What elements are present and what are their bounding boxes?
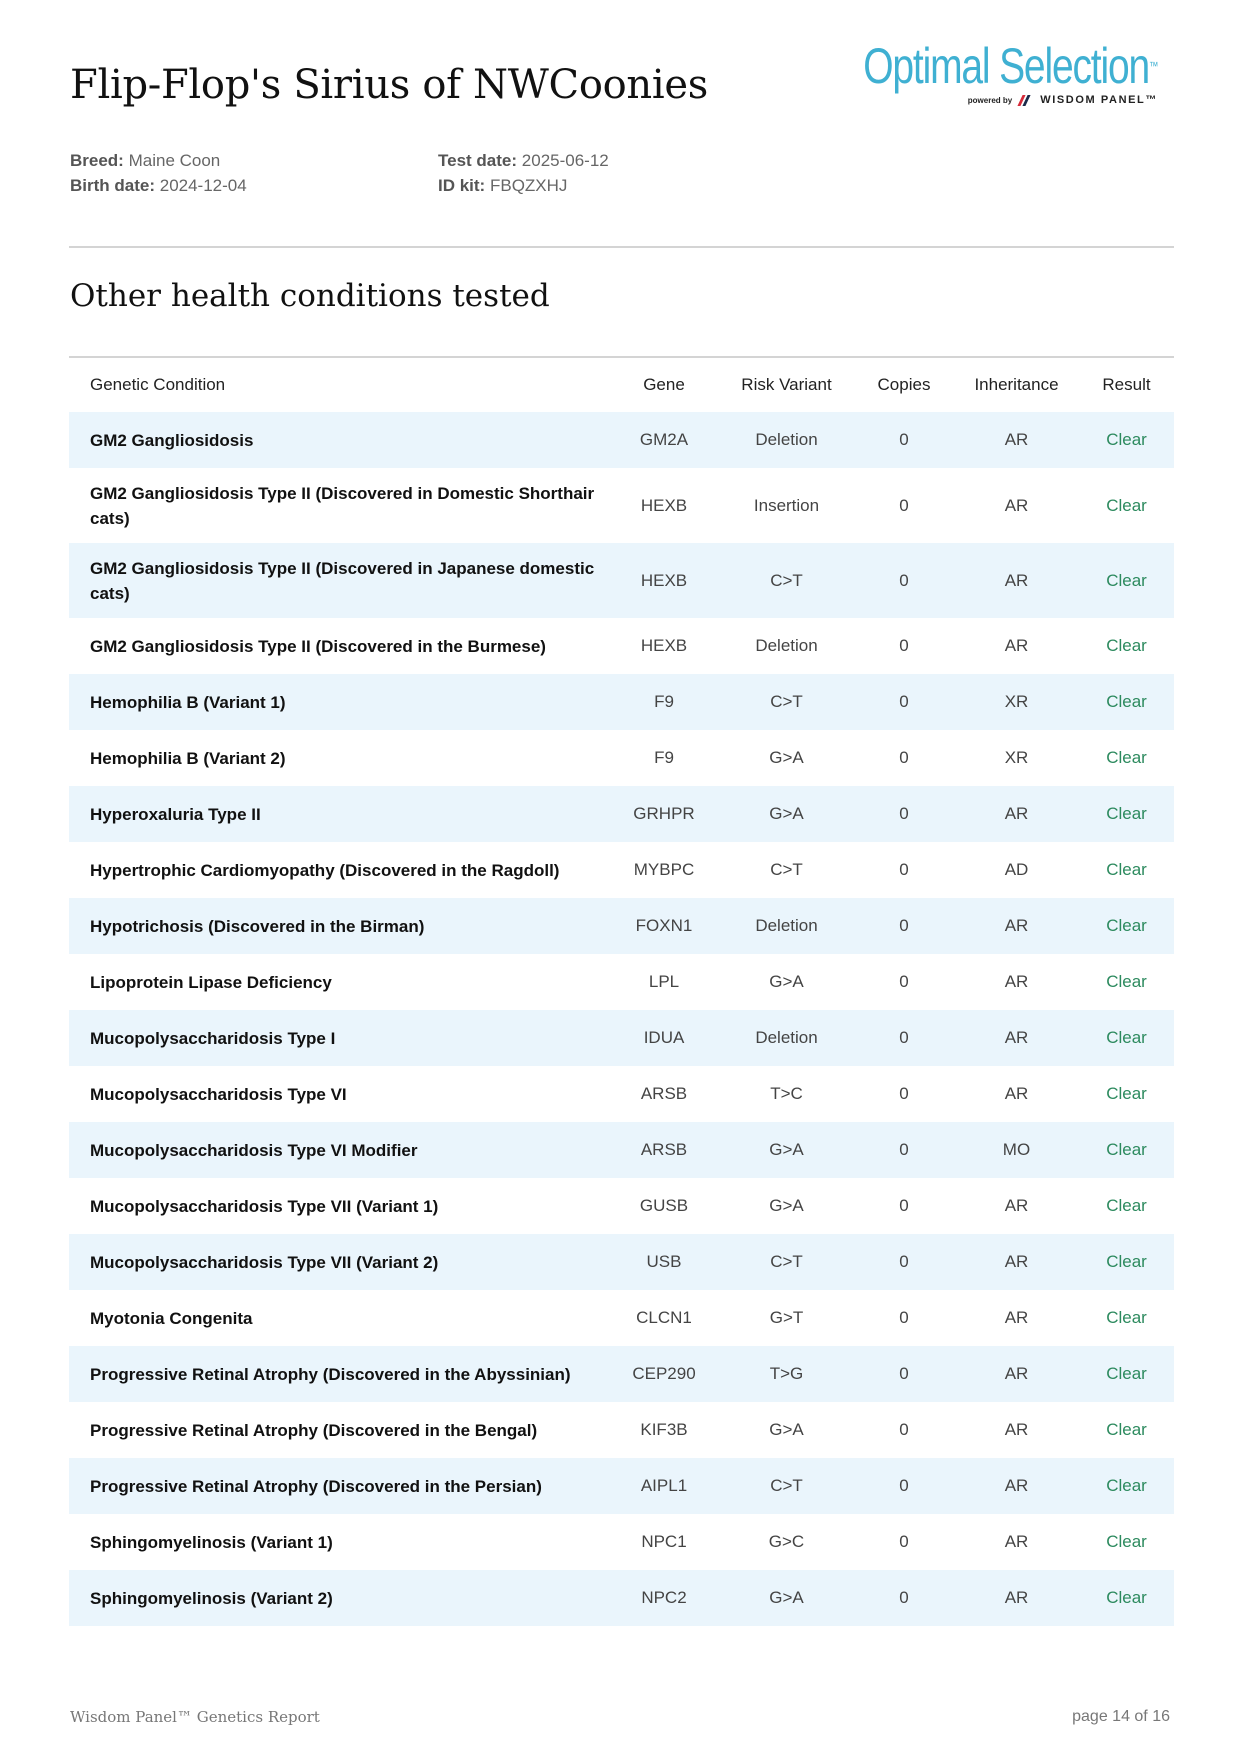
condition-cell: Mucopolysaccharidosis Type VII (Variant 1) — [90, 1196, 439, 1216]
test-date-row: Test date: 2025-06-12 — [438, 151, 609, 170]
table-row — [69, 1066, 1174, 1122]
condition-cell: GM2 Gangliosidosis Type II (Discovered in Japanese domestic cats) — [69, 543, 609, 618]
inheritance-cell: AR — [954, 1234, 1079, 1290]
inheritance-cell: AR — [1004, 1308, 1029, 1327]
condition-cell: GM2 Gangliosidosis Type II (Discovered in the Burmese) — [90, 636, 546, 656]
table-row — [69, 1122, 1174, 1178]
copies-cell: 0 — [899, 1308, 909, 1327]
risk-variant-cell: T>G — [719, 1346, 854, 1402]
risk-variant-cell: Insertion — [753, 495, 820, 515]
copies-cell: 0 — [899, 1420, 909, 1439]
copies-cell: 0 — [899, 860, 909, 879]
result-cell: Clear — [1079, 1234, 1174, 1290]
header-risk-variant: Risk Variant — [741, 375, 832, 394]
section-title: Other health conditions tested — [70, 278, 550, 314]
gene-cell: GRHPR — [609, 786, 719, 842]
table-row — [69, 618, 1174, 674]
inheritance-cell: AR — [954, 1458, 1079, 1514]
gene-cell: HEXB — [609, 543, 719, 618]
gene-cell: CEP290 — [609, 1346, 719, 1402]
copies-cell: 0 — [899, 972, 909, 991]
result-cell: Clear — [1106, 636, 1147, 655]
risk-variant-cell: G>T — [769, 1308, 804, 1327]
inheritance-cell: AR — [954, 1346, 1079, 1402]
gene-cell: LPL — [648, 972, 680, 991]
table-row — [69, 842, 1174, 898]
result-cell: Clear — [1079, 412, 1174, 468]
gene-cell: FOXN1 — [609, 898, 719, 954]
condition-cell: Hyperoxaluria Type II — [69, 786, 609, 842]
inheritance-cell: AR — [1004, 1532, 1029, 1551]
table-header-row — [69, 358, 1174, 412]
gene-cell: IDUA — [609, 1010, 719, 1066]
risk-variant-cell: G>A — [719, 786, 854, 842]
result-cell: Clear — [1079, 1122, 1174, 1178]
risk-variant-cell: Deletion — [719, 412, 854, 468]
result-cell: Clear — [1079, 786, 1174, 842]
gene-cell: F9 — [609, 674, 719, 730]
footer-report-name: Wisdom Panel™ Genetics Report — [70, 1708, 320, 1726]
risk-variant-cell: T>C — [770, 1084, 803, 1103]
condition-cell: GM2 Gangliosidosis — [69, 412, 609, 468]
risk-variant-cell: G>A — [769, 1420, 804, 1439]
condition-cell: Hemophilia B (Variant 1) — [69, 674, 609, 730]
header-divider — [69, 246, 1174, 248]
header-result: Result — [1102, 375, 1151, 394]
condition-cell: Myotonia Congenita — [90, 1308, 253, 1328]
table-row — [69, 786, 1174, 842]
inheritance-cell: MO — [954, 1122, 1079, 1178]
gene-cell: ARSB — [640, 1084, 688, 1103]
table-row — [69, 1234, 1174, 1290]
copies-cell: 0 — [854, 543, 954, 618]
health-conditions-table — [69, 358, 1174, 1626]
copies-cell: 0 — [899, 636, 909, 655]
inheritance-cell: AR — [954, 786, 1079, 842]
condition-cell: Sphingomyelinosis (Variant 2) — [69, 1570, 609, 1626]
inheritance-cell: AR — [954, 543, 1079, 618]
powered-by-text: powered by — [967, 95, 1013, 105]
copies-cell: 0 — [899, 495, 909, 515]
gene-cell: GM2A — [609, 412, 719, 468]
condition-cell: Progressive Retinal Atrophy (Discovered in the Bengal) — [90, 1420, 538, 1440]
risk-variant-cell: C>T — [719, 674, 854, 730]
result-cell: Clear — [1079, 1570, 1174, 1626]
wisdom-panel-mark-icon — [1020, 95, 1032, 105]
table-row — [69, 1570, 1174, 1626]
table-row — [69, 898, 1174, 954]
table-row — [69, 730, 1174, 786]
result-cell: Clear — [1079, 1346, 1174, 1402]
gene-cell: KIF3B — [640, 1420, 688, 1439]
inheritance-cell: XR — [954, 674, 1079, 730]
gene-cell: GUSB — [639, 1196, 689, 1215]
condition-cell: Hypertrophic Cardiomyopathy (Discovered in the Ragdoll) — [90, 860, 560, 880]
risk-variant-cell: Deletion — [719, 1010, 854, 1066]
breed-row: Breed: Maine Coon — [70, 151, 221, 170]
pet-info-right — [438, 148, 609, 198]
inheritance-cell: AR — [954, 1570, 1079, 1626]
risk-variant-cell: C>T — [770, 860, 803, 879]
copies-cell: 0 — [854, 1122, 954, 1178]
result-cell: Clear — [1106, 1196, 1147, 1215]
risk-variant-cell: G>A — [719, 1570, 854, 1626]
result-cell: Clear — [1106, 860, 1147, 879]
condition-cell: Mucopolysaccharidosis Type VI Modifier — [69, 1122, 609, 1178]
table-row — [69, 468, 1174, 543]
risk-variant-cell: Deletion — [719, 898, 854, 954]
gene-cell: USB — [609, 1234, 719, 1290]
kit-id-row: ID kit: FBQZXHJ — [438, 176, 568, 195]
gene-cell: HEXB — [640, 636, 688, 655]
inheritance-cell: AR — [1004, 1420, 1029, 1439]
inheritance-cell: AR — [954, 898, 1079, 954]
table-row — [69, 543, 1174, 618]
risk-variant-cell: G>A — [769, 748, 804, 767]
result-cell: Clear — [1079, 1010, 1174, 1066]
logo-subline — [780, 94, 1158, 106]
condition-cell: GM2 Gangliosidosis Type II (Discovered in Domestic Shorthair cats) — [90, 483, 595, 528]
gene-cell: F9 — [654, 748, 674, 767]
inheritance-cell: AR — [1004, 636, 1029, 655]
header-inheritance: Inheritance — [974, 375, 1059, 394]
header-gene: Gene — [643, 375, 685, 394]
copies-cell: 0 — [854, 1570, 954, 1626]
risk-variant-cell: G>A — [719, 1122, 854, 1178]
result-cell: Clear — [1106, 495, 1147, 515]
gene-cell: CLCN1 — [636, 1308, 692, 1327]
risk-variant-cell: C>T — [719, 543, 854, 618]
kit-id-value: FBQZXHJ — [489, 176, 568, 195]
table-row — [69, 1458, 1174, 1514]
gene-cell: NPC2 — [609, 1570, 719, 1626]
breed-value: Maine Coon — [128, 151, 221, 170]
gene-cell: MYBPC — [633, 860, 695, 879]
table-row — [69, 1402, 1174, 1458]
table-row — [69, 1010, 1174, 1066]
copies-cell: 0 — [899, 1532, 909, 1551]
birth-date-row: Birth date: 2024-12-04 — [70, 176, 247, 195]
inheritance-cell: AR — [1004, 495, 1029, 515]
copies-cell: 0 — [854, 1458, 954, 1514]
pet-info-left — [70, 148, 247, 198]
risk-variant-cell: G>C — [768, 1532, 805, 1551]
result-cell: Clear — [1106, 1084, 1147, 1103]
condition-cell: Hypotrichosis (Discovered in the Birman) — [69, 898, 609, 954]
result-cell: Clear — [1106, 1420, 1147, 1439]
table-row — [69, 674, 1174, 730]
optimal-selection-logo — [780, 40, 1158, 106]
copies-cell: 0 — [899, 748, 909, 767]
header-copies: Copies — [877, 375, 931, 394]
result-cell: Clear — [1079, 898, 1174, 954]
test-date-value: 2025-06-12 — [521, 151, 609, 170]
inheritance-cell: AR — [1004, 1196, 1029, 1215]
condition-cell: Progressive Retinal Atrophy (Discovered in the Abyssinian) — [69, 1346, 609, 1402]
copies-cell: 0 — [854, 1346, 954, 1402]
copies-cell: 0 — [854, 786, 954, 842]
table-row — [69, 1290, 1174, 1346]
birth-date-value: 2024-12-04 — [159, 176, 247, 195]
table-row — [69, 1346, 1174, 1402]
result-cell: Clear — [1106, 1532, 1147, 1551]
header-genetic-condition: Genetic Condition — [90, 375, 226, 394]
inheritance-cell: AR — [1004, 1084, 1029, 1103]
inheritance-cell: AR — [954, 412, 1079, 468]
result-cell: Clear — [1106, 1308, 1147, 1327]
risk-variant-cell: G>A — [769, 972, 804, 991]
condition-cell: Lipoprotein Lipase Deficiency — [90, 972, 332, 992]
table-row — [69, 1178, 1174, 1234]
gene-cell: ARSB — [609, 1122, 719, 1178]
result-cell: Clear — [1079, 543, 1174, 618]
gene-cell: AIPL1 — [609, 1458, 719, 1514]
condition-cell: Mucopolysaccharidosis Type VII (Variant 2) — [69, 1234, 609, 1290]
result-cell: Clear — [1079, 1458, 1174, 1514]
inheritance-cell: XR — [1004, 748, 1029, 767]
table-row — [69, 954, 1174, 1010]
inheritance-cell: AR — [954, 1010, 1079, 1066]
condition-cell: Hemophilia B (Variant 2) — [90, 748, 286, 768]
footer-page-number: page 14 of 16 — [1072, 1708, 1170, 1725]
copies-cell: 0 — [899, 1196, 909, 1215]
inheritance-cell: AR — [1004, 972, 1029, 991]
condition-cell: Mucopolysaccharidosis Type I — [69, 1010, 609, 1066]
copies-cell: 0 — [854, 1234, 954, 1290]
result-cell: Clear — [1079, 674, 1174, 730]
wisdom-panel-brand: WISDOM PANEL™ — [1040, 94, 1158, 106]
risk-variant-cell: G>A — [769, 1196, 804, 1215]
risk-variant-cell: C>T — [719, 1458, 854, 1514]
risk-variant-cell: Deletion — [755, 636, 818, 655]
table-row — [69, 412, 1174, 468]
gene-cell: HEXB — [640, 495, 688, 515]
gene-cell: NPC1 — [641, 1532, 687, 1551]
copies-cell: 0 — [854, 898, 954, 954]
copies-cell: 0 — [899, 1084, 909, 1103]
inheritance-cell: AD — [1004, 860, 1029, 879]
condition-cell: Sphingomyelinosis (Variant 1) — [90, 1532, 333, 1552]
table-row — [69, 1514, 1174, 1570]
result-cell: Clear — [1106, 972, 1147, 991]
pet-name-title: Flip-Flop's Sirius of NWCoonies — [70, 62, 708, 108]
copies-cell: 0 — [854, 1010, 954, 1066]
logo-wordmark: Optimal Selection™ — [862, 38, 1158, 94]
risk-variant-cell: C>T — [719, 1234, 854, 1290]
result-cell: Clear — [1106, 748, 1147, 767]
copies-cell: 0 — [854, 412, 954, 468]
condition-cell: Progressive Retinal Atrophy (Discovered in the Persian) — [69, 1458, 609, 1514]
condition-cell: Mucopolysaccharidosis Type VI — [90, 1084, 347, 1104]
copies-cell: 0 — [854, 674, 954, 730]
